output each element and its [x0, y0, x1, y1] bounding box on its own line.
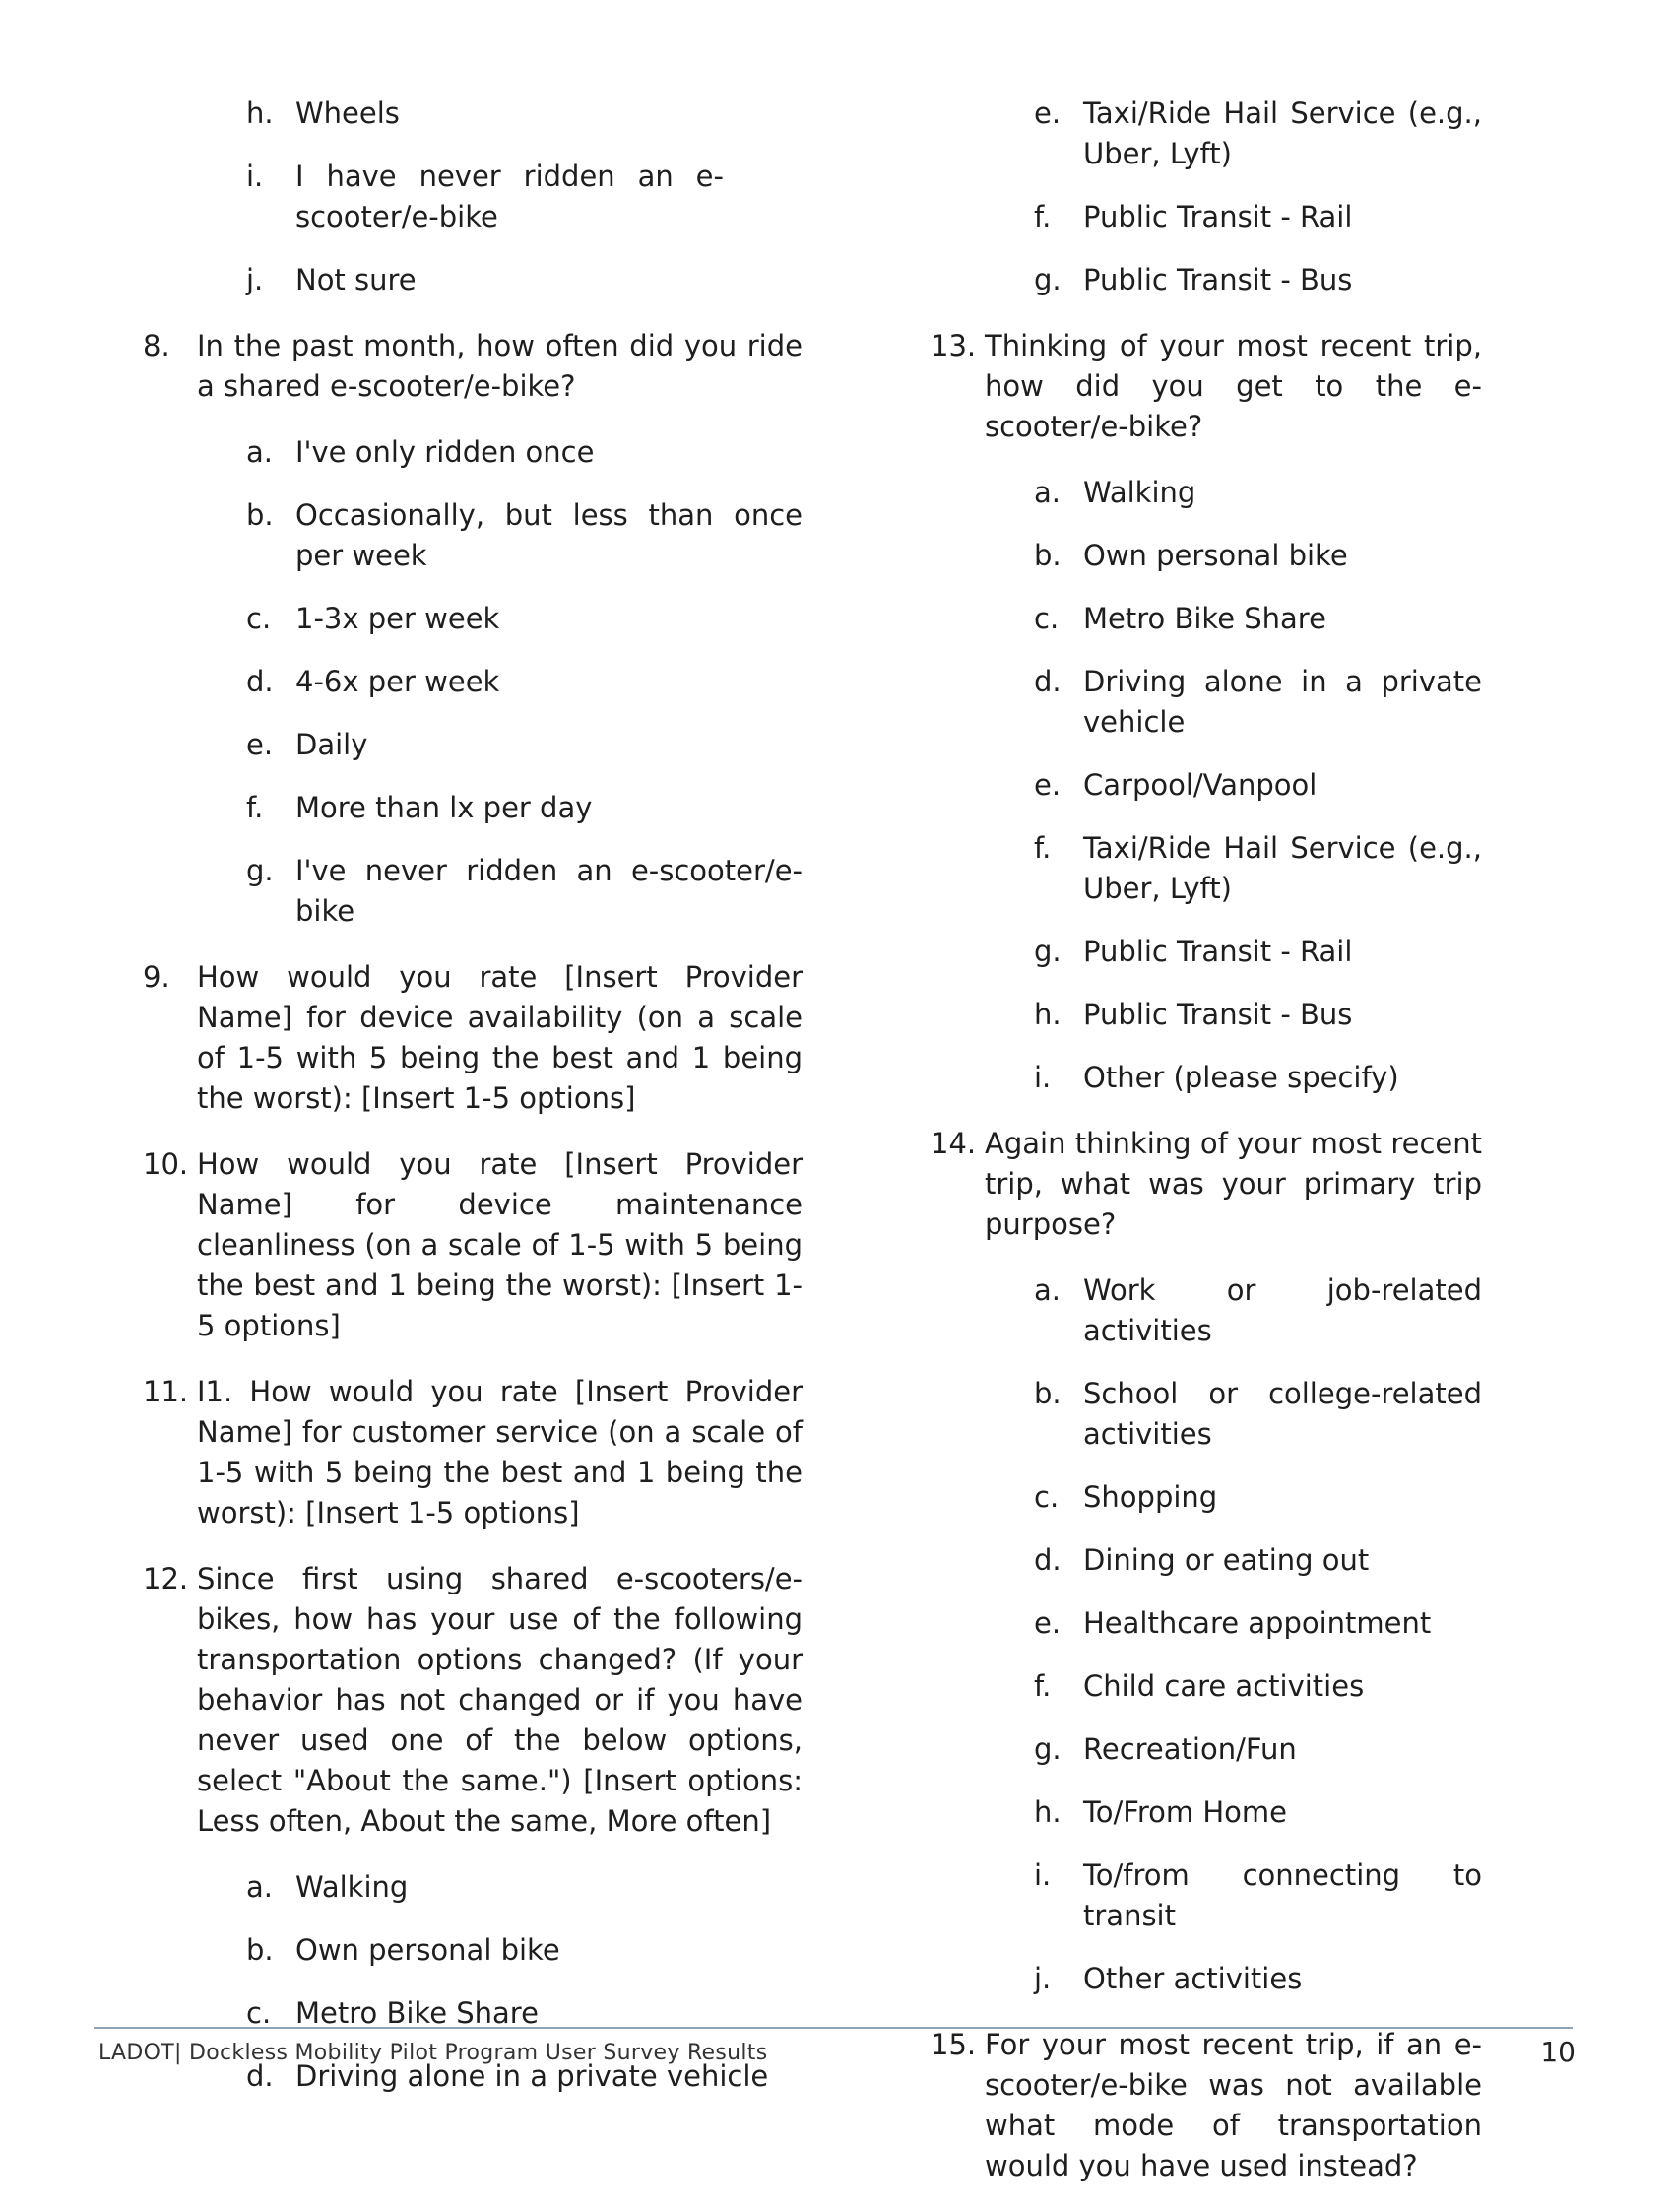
option-item	[931, 828, 1482, 909]
option-item	[143, 599, 803, 639]
option-letter: f.	[246, 791, 264, 824]
option-letter: c.	[246, 602, 272, 635]
option-text: Wheels	[295, 97, 400, 130]
question-text: Since first using shared e-scooters/e-bikes, how has your use of the following transportation options changed? (If your behavior has not changed or if you have never used one of the below options, select "About the same.") [Insert options: Less often, About the same, More often]	[197, 1562, 803, 1838]
option-text: Public Transit - Rail	[1083, 200, 1353, 233]
option-letter: c.	[1034, 1480, 1060, 1514]
question-9	[143, 957, 803, 1119]
option-letter: i.	[246, 160, 264, 193]
option-item	[931, 197, 1482, 237]
option-letter: e.	[246, 728, 274, 761]
question-number: 10.	[143, 1147, 189, 1181]
option-text: Other (please specify)	[1083, 1061, 1399, 1094]
option-letter: g.	[1034, 263, 1062, 296]
option-letter: g.	[1034, 1732, 1062, 1766]
option-letter: c.	[1034, 602, 1060, 635]
option-text: More than lx per day	[295, 791, 593, 824]
option-letter: f.	[1034, 200, 1052, 233]
option-text: 1-3x per week	[295, 602, 500, 635]
option-text: Occasionally, but less than once per week	[295, 498, 803, 572]
option-text: Shopping	[1083, 1480, 1218, 1514]
option-text: Public Transit - Bus	[1083, 263, 1353, 296]
option-letter: f.	[1034, 1669, 1052, 1703]
q14-options	[931, 1270, 1482, 1999]
option-letter: a.	[246, 435, 273, 469]
option-item	[931, 1374, 1482, 1455]
question-8	[143, 326, 803, 407]
option-letter: g.	[1034, 935, 1062, 968]
option-item	[931, 1729, 1482, 1770]
option-letter: a.	[246, 1870, 273, 1904]
option-item	[143, 851, 803, 932]
option-item	[931, 765, 1482, 806]
question-text: Thinking of your most recent trip, how did you get to the e-scooter/e-bike?	[985, 329, 1482, 443]
option-item	[143, 157, 803, 237]
option-text: Carpool/Vanpool	[1083, 768, 1318, 802]
option-item	[931, 1477, 1482, 1518]
q12-options-continued	[931, 94, 1482, 300]
option-text: I've never ridden an e-scooter/e-bike	[295, 854, 803, 928]
question-number: 9.	[143, 960, 170, 994]
option-text: School or college-related activities	[1083, 1377, 1482, 1451]
option-item	[931, 1855, 1482, 1936]
option-text: 4-6x per week	[295, 665, 500, 698]
option-letter: d.	[246, 665, 274, 698]
option-text: Taxi/Ride Hail Service (e.g., Uber, Lyft)	[1083, 97, 1482, 170]
option-letter: j.	[246, 263, 264, 296]
option-text: Public Transit - Bus	[1083, 998, 1353, 1031]
option-text: Metro Bike Share	[1083, 602, 1326, 635]
option-item	[931, 1666, 1482, 1707]
footer-divider	[94, 2027, 1573, 2029]
question-text: Again thinking of your most recent trip, what was your primary trip purpose?	[985, 1127, 1482, 1241]
question-number: 15.	[931, 2028, 977, 2061]
question-number: 14.	[931, 1127, 977, 1160]
option-item	[143, 725, 803, 765]
option-item	[931, 94, 1482, 174]
question-11	[143, 1372, 803, 1533]
question-15	[931, 2025, 1482, 2186]
option-item	[143, 1930, 803, 1971]
option-letter: b.	[1034, 1377, 1062, 1410]
left-column	[143, 94, 803, 2122]
option-letter: f.	[1034, 831, 1052, 865]
option-text: I've only ridden once	[295, 435, 595, 469]
option-item	[931, 1792, 1482, 1833]
question-12	[143, 1559, 803, 1842]
option-item	[931, 1959, 1482, 1999]
option-item	[931, 1058, 1482, 1098]
option-text: Other activities	[1083, 1962, 1303, 1995]
option-letter: b.	[246, 498, 274, 532]
option-letter: d.	[246, 2059, 274, 2093]
option-item	[931, 599, 1482, 639]
option-letter: h.	[1034, 1795, 1062, 1829]
question-text: In the past month, how often did you ride a shared e-scooter/e-bike?	[197, 329, 803, 403]
option-letter: i.	[1034, 1858, 1052, 1892]
option-item	[143, 94, 803, 134]
option-letter: g.	[246, 854, 274, 887]
option-item	[931, 260, 1482, 300]
option-letter: b.	[1034, 539, 1062, 572]
option-text: Driving alone in a private vehicle	[1083, 665, 1482, 739]
question-13	[931, 326, 1482, 447]
option-letter: e.	[1034, 97, 1062, 130]
option-letter: i.	[1034, 1061, 1052, 1094]
footer-title: LADOT| Dockless Mobility Pilot Program User Survey Results	[98, 2041, 768, 2065]
option-letter: h.	[246, 97, 274, 130]
option-text: Daily	[295, 728, 368, 761]
option-item	[931, 932, 1482, 972]
question-14	[931, 1124, 1482, 1245]
q8-options	[143, 432, 803, 932]
option-text: To/From Home	[1083, 1795, 1288, 1829]
option-letter: c.	[246, 1996, 272, 2030]
question-10	[143, 1144, 803, 1346]
option-item	[931, 536, 1482, 576]
option-text: Metro Bike Share	[295, 1996, 539, 2030]
question-text: How would you rate [Insert Provider Name] for device availability (on a scale of 1-5 with 5 being the best and 1 being the worst): [Insert 1-5 options]	[197, 960, 803, 1115]
option-item	[931, 1270, 1482, 1351]
option-text: Dining or eating out	[1083, 1543, 1370, 1577]
question-text: I1. How would you rate [Insert Provider Name] for customer service (on a scale of 1-5 with 5 being the best and 1 being the worst): [Insert 1-5 options]	[197, 1375, 803, 1529]
option-text: To/from connecting to transit	[1083, 1858, 1482, 1932]
option-letter: b.	[246, 1933, 274, 1967]
question-number: 13.	[931, 329, 977, 362]
question-number: 12.	[143, 1562, 189, 1595]
option-text: Walking	[295, 1870, 409, 1904]
option-item	[143, 662, 803, 702]
option-text: Work or job-related activities	[1083, 1273, 1482, 1347]
question-number: 8.	[143, 329, 170, 362]
option-text: Own personal bike	[295, 1933, 560, 1967]
option-item	[143, 788, 803, 828]
option-item	[143, 495, 803, 576]
option-text: Recreation/Fun	[1083, 1732, 1297, 1766]
right-column	[931, 94, 1482, 2212]
question-text: For your most recent trip, if an e-scooter/e-bike was not available what mode of transportation would you have used instead?	[985, 2028, 1482, 2182]
option-letter: a.	[1034, 1273, 1061, 1307]
option-letter: d.	[1034, 1543, 1062, 1577]
option-text: Child care activities	[1083, 1669, 1365, 1703]
page-number: 10	[1540, 2036, 1576, 2068]
option-item	[143, 432, 803, 473]
option-text: Healthcare appointment	[1083, 1606, 1432, 1640]
option-item	[931, 1540, 1482, 1581]
option-letter: e.	[1034, 1606, 1062, 1640]
option-text: Driving alone in a private vehicle	[295, 2059, 769, 2093]
option-letter: e.	[1034, 768, 1062, 802]
option-item	[931, 995, 1482, 1035]
option-letter: d.	[1034, 665, 1062, 698]
option-letter: a.	[1034, 476, 1061, 509]
option-text: Own personal bike	[1083, 539, 1348, 572]
q13-options	[931, 473, 1482, 1098]
option-item	[931, 473, 1482, 513]
option-item	[931, 662, 1482, 743]
option-letter: h.	[1034, 998, 1062, 1031]
option-text: Walking	[1083, 476, 1196, 509]
question-number: 11.	[143, 1375, 189, 1408]
option-letter: j.	[1034, 1962, 1052, 1995]
option-item	[931, 1603, 1482, 1644]
option-item	[143, 260, 803, 300]
option-item	[143, 1867, 803, 1908]
question-text: How would you rate [Insert Provider Name] for device maintenance cleanliness (on a scale of 1-5 with 5 being the best and 1 being the worst): [Insert 1-5 options]	[197, 1147, 803, 1342]
q7-options-continued	[143, 94, 803, 300]
option-text: I have never ridden an e-scooter/e-bike	[295, 160, 724, 233]
option-text: Taxi/Ride Hail Service (e.g., Uber, Lyft)	[1083, 831, 1482, 905]
option-text: Not sure	[295, 263, 417, 296]
option-text: Public Transit - Rail	[1083, 935, 1353, 968]
